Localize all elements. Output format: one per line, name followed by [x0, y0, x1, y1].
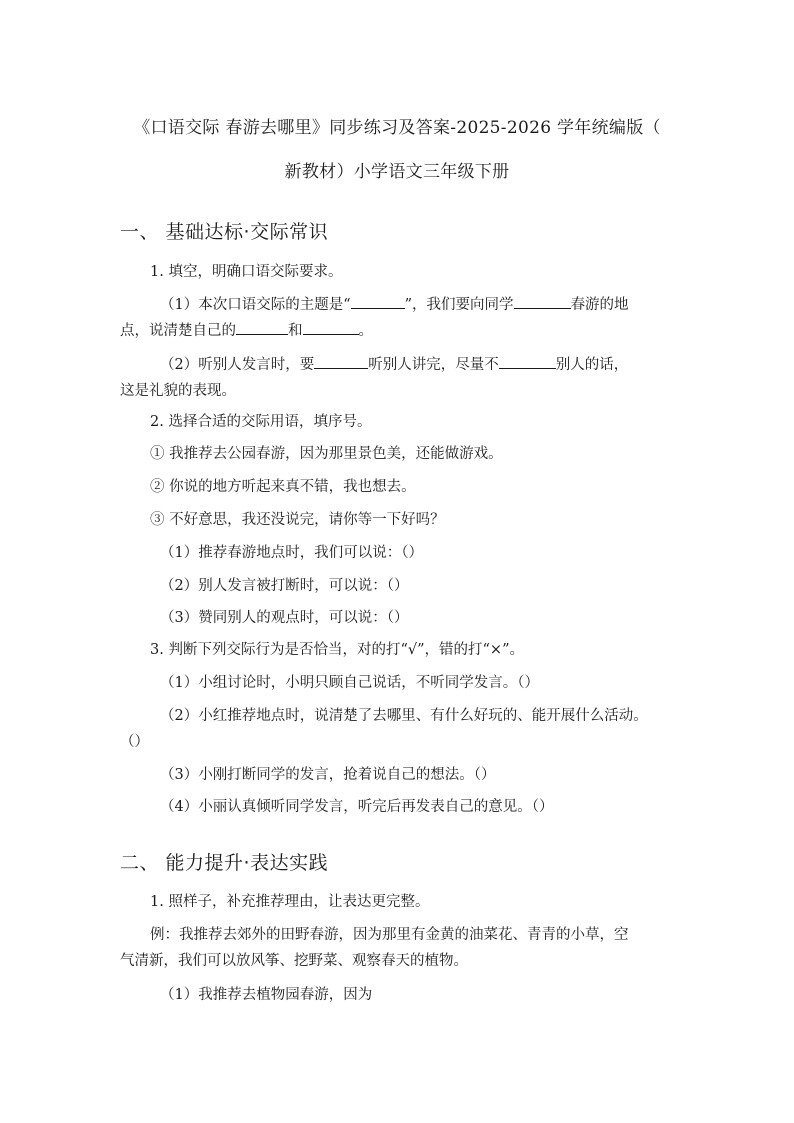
question-3-item-2: （2）小红推荐地点时，说清楚了去哪里、有什么好玩的、能开展什么活动。 [160, 708, 648, 724]
item-text: （2）听别人发言时，要 [160, 357, 315, 373]
question-3-item-3: （3）小刚打断同学的发言，抢着说自己的想法。（） [160, 767, 496, 783]
item-text: 。 [358, 323, 373, 339]
section-2-heading: 二、 能力提升·表达实践 [120, 852, 329, 874]
section-1-heading: 一、 基础达标·交际常识 [120, 221, 329, 243]
question-3-prompt: 3. 判断下列交际行为是否恰当，对的打“√”，错的打“×”。 [150, 642, 524, 658]
question-2-option-1: ① 我推荐去公园春游，因为那里景色美，还能做游戏。 [150, 446, 503, 462]
item-text: 和 [288, 323, 303, 339]
question-3-item-2-continuation: （） [120, 734, 149, 750]
question-2-option-3: ③ 不好意思，我还没说完，请你等一下好吗？ [150, 512, 445, 528]
fill-blank-content-1[interactable] [236, 320, 288, 335]
question-1-item-2-line-1 [160, 353, 720, 374]
fill-blank-interrupt[interactable] [499, 354, 556, 369]
question-1-item-1-line-1 [160, 293, 720, 314]
question-3-item-4: （4）小丽认真倾听同学发言，听完后再发表自己的意见。（） [160, 799, 554, 815]
item-text: （1）本次口语交际的主题是“ [160, 297, 351, 313]
section-2-question-1-prompt: 1. 照样子，补充推荐理由，让表达更完整。 [150, 894, 430, 910]
item-text: 春游的地 [570, 297, 629, 313]
example-line-1: 例：我推荐去郊外的田野春游，因为那里有金黄的油菜花、青青的小草，空 [150, 927, 629, 943]
fill-blank-verb[interactable] [514, 294, 571, 309]
question-2-prompt: 2. 选择合适的交际用语，填序号。 [150, 414, 372, 430]
fill-blank-theme[interactable] [351, 294, 405, 309]
item-text: 听别人讲完，尽量不 [368, 357, 499, 373]
question-3-item-1: （1）小组讨论时，小明只顾自己说话，不听同学发言。（） [160, 675, 539, 691]
document-title-line-2: 新教材）小学语文三年级下册 [284, 162, 510, 182]
question-2-item-1: （1）推荐春游地点时，我们可以说：（） [160, 545, 423, 561]
question-1-prompt: 1. 填空，明确口语交际要求。 [150, 264, 343, 280]
fill-blank-listen[interactable] [314, 354, 368, 369]
question-2-item-2: （2）别人发言被打断时，可以说：（） [160, 578, 409, 594]
item-text: 别人的话， [555, 357, 629, 373]
item-text: 点，说清楚自己的 [120, 323, 236, 339]
section-2-question-1-item-1: （1）我推荐去植物园春游，因为 [160, 987, 373, 1003]
item-text: ”，我们要向同学 [404, 297, 514, 313]
question-2-option-2: ② 你说的地方听起来真不错，我也想去。 [150, 479, 416, 495]
question-1-item-1-line-2 [120, 319, 680, 340]
document-title-line-1: 《口语交际 春游去哪里》同步练习及答案-2025-2026 学年统编版（ [133, 118, 661, 138]
example-line-2: 气清新，我们可以放风筝、挖野菜、观察春天的植物。 [120, 953, 468, 969]
question-2-item-3: （3）赞同别人的观点时，可以说：（） [160, 610, 409, 626]
fill-blank-content-2[interactable] [303, 320, 359, 335]
question-1-item-2-line-2: 这是礼貌的表现。 [120, 383, 236, 399]
